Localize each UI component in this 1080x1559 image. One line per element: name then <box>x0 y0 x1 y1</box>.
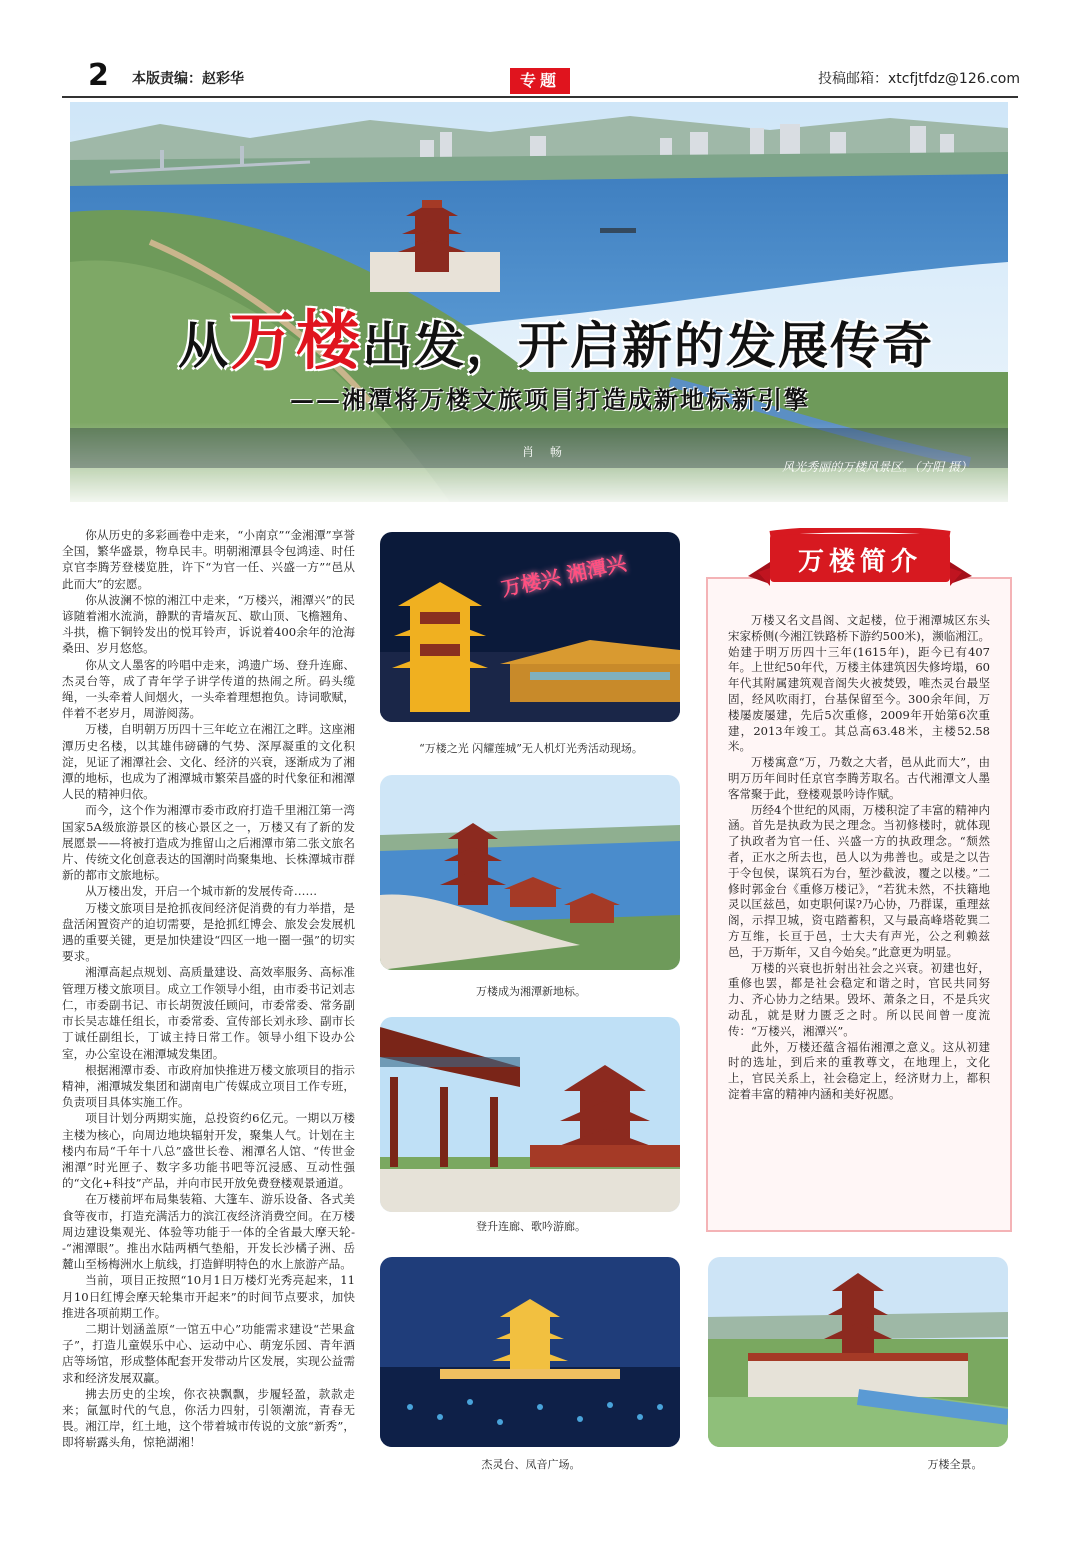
headline-accent: 万楼 <box>230 304 362 379</box>
sidebar-paragraph: 此外，万楼还蕴含福佑湘潭之意义。这从初建时的选址，到后来的重教尊文，在地理上，文化上，官民关系上，社会稳定上，经济财力上，都积淀着丰富的精神内涵和美好祝愿。 <box>728 1039 990 1101</box>
masthead <box>0 0 1080 100</box>
article-paragraph: 你从文人墨客的吟唱中走来，鸿遗广场、登升连廊、杰灵台等，成了青年学子讲学传道的热闹之所。码头缆绳，一头牵着人间烟火，一头牵着理想抱负。诗词歌赋，伴着不老岁月，周游阅荡。 <box>62 657 355 721</box>
sidebar-title: 万楼简介 <box>797 547 922 577</box>
photo-drone-show <box>380 532 680 722</box>
headline <box>178 290 934 382</box>
article-paragraph: 当前，项目正按照“10月1日万楼灯光秀亮起来，11月10日红博会摩天轮集市开起来”的时间节点要求，加快推进各项前期工作。 <box>62 1273 355 1320</box>
photo-landmark <box>380 775 680 970</box>
headline-prefix: 从 <box>178 316 230 375</box>
headline-suffix: 出发，开启新的发展传奇 <box>362 316 934 375</box>
photo-night-view <box>380 1257 680 1447</box>
drone-show-illustration <box>380 532 680 722</box>
photo-caption: 杰灵台、凤音广场。 <box>481 1458 581 1471</box>
photo-caption: 登升连廊、歌吟游廊。 <box>476 1220 586 1233</box>
night-view-illustration <box>380 1257 680 1447</box>
article-body <box>62 527 355 1451</box>
hero-caption: 风光秀丽的万楼风景区。（方阳 摄） <box>782 460 972 474</box>
panorama-illustration <box>708 1257 1008 1447</box>
drone-light-text: 万楼兴 湘潭兴 <box>499 551 629 601</box>
corridors-illustration <box>380 1017 680 1212</box>
article-paragraph: 湘潭高起点规划、高质量建设、高效率服务、高标准管理万楼文旅项目。成立工作领导小组，由市委书记刘志仁，市委副书记、市长胡贺波任顾问，市委常委、常务副市长吴志雄任组长，市委常委、宣传部长刘永珍、副市长丁诚任副组长，丁诚主持日常工作。领导小组下设办公室，办公室设在湘潭城发集团。 <box>62 965 355 1061</box>
sidebar-paragraph: 万楼的兴衰也折射出社会之兴衰。初建也好，重修也罢，都是社会稳定和谐之时，官民共同努力、齐心协力之结果。毁坏、萧条之日，不是兵灾动乱，就是财力匮乏之时。所以民间曾一度流传：“万楼兴，湘潭兴”。 <box>728 960 990 1038</box>
article-paragraph: 你从波澜不惊的湘江中走来，“万楼兴，湘潭兴”的民谚随着湘水流淌，静默的青墙灰瓦、歇山顶、飞檐翘角、斗拱，檐下铜铃发出的悦耳铃声，诉说着400余年的沧海桑田、岁月悠悠。 <box>62 592 355 656</box>
article-paragraph: 从万楼出发，开启一个城市新的发展传奇…… <box>85 884 318 899</box>
sidebar-paragraph: 万楼又名文昌阁、文起楼，位于湘潭城区东头宋家桥侧(今湘江铁路桥下游约500米)，濒临湘江。始建于明万历四十三年(1615年)，距今已有407年。上世纪50年代，万楼主体建筑因失修垮塌，60年代其附属建筑观音阁失火被焚毁，唯杰灵台最坚固，经风吹雨打，台基保留至今。300余年间，万楼屡废屡建，先后5次重修，2009年开始第6次重建，2013年竣工。其总高63.48米，主楼52.58米。 <box>728 613 990 754</box>
byline: 肖 畅 <box>522 445 568 459</box>
article-paragraph: 二期计划涵盖原“一馆五中心”功能需求建设“芒果盒子”，打造儿童娱乐中心、运动中心、萌宠乐园、青年酒店等场馆，形成整体配套开发带动片区发展，实现公益需求和经济发展双赢。 <box>62 1321 355 1385</box>
sidebar-paragraph: 历经4个世纪的风雨，万楼积淀了丰富的精神内涵。首先是执政为民之理念。当初修楼时，就体现了执政者为官一任、兴盛一方的执政理念。“颓然者，正水之所去也，邑人以为弗善也。或是之以告于令包侯，谋筑石为台，堑沙截波，覆之以楼。”二修时郭金台《重修万楼记》，“若犹未然，不扶籍地灵以匡兹邑，如吏职何谋?乃心协，乃群谋，重理兹阁，示捍卫城，资屯踏蓄积，又与最高峰塔乾巽二方互维，长亘于邑，士大夫有声光，公之利赖兹邑，于万斯年，又自今始矣。”此意更为明显。 <box>728 802 990 959</box>
page-editor: 本版责编：赵彩华 <box>132 71 244 87</box>
subheadline: ——湘潭将万楼文旅项目打造成新地标新引擎 <box>290 385 810 414</box>
submission-email: 投稿邮箱：xtcfjtfdz@126.com <box>817 71 1020 87</box>
page-number: 2 <box>88 58 109 93</box>
article-paragraph: 根据湘潭市委、市政府加快推进万楼文旅项目的指示精神，湘潭城发集团和湖南电广传媒成立项目工作专班，负责项目具体实施工作。 <box>62 1062 355 1110</box>
article-paragraph: 你从历史的多彩画卷中走来，“小南京”“金湘潭”享誉全国，繁华盛景，物阜民丰。明朝湘潭县令包鸿逵、时任京官李腾芳登楼览胜，许下“为官一任、兴盛一方”“邑从此而大”的宏愿。 <box>62 528 355 591</box>
article-paragraph: 万楼文旅项目是抢抓夜间经济促消费的有力举措，是盘活闲置资产的迫切需要，是抢抓红博会、旅发会发展机遇的重要关键，更是加快建设“四区一地一圈一强”的切实要求。 <box>62 900 355 964</box>
article-paragraph: 拂去历史的尘埃，你衣袂飘飘，步履轻盈，款款走来；氤氲时代的气息，你活力四射，引领潮流，青春无畏。湘江岸，红土地，这个带着城市传说的文旅“新秀”，即将崭露头角，惊艳湖湘！ <box>62 1386 355 1450</box>
sidebar-paragraph: 万楼寓意“万，乃数之大者，邑从此而大”，由明万历年间时任京官李腾芳取名。古代湘潭文人墨客常聚于此，登楼观景吟诗作赋。 <box>728 755 990 801</box>
hero-photo <box>70 102 1008 502</box>
sidebar-body <box>728 613 990 1103</box>
landmark-illustration <box>380 775 680 970</box>
photo-caption: “万楼之光 闪耀莲城”无人机灯光秀活动现场。 <box>419 742 643 755</box>
article-paragraph: 而今，这个作为湘潭市委市政府打造千里湘江第一湾国家5A级旅游景区的核心景区之一，万楼又有了新的发展愿景——将被打造成为推留山之后湘潭市第二张文旅名片、传统文化创意表达的国潮时尚聚集地、长株潭城市群新的都市文旅地标。 <box>62 803 355 883</box>
section-tag: 专题 <box>510 68 570 94</box>
photo-caption: 万楼全景。 <box>927 1458 983 1471</box>
header-rule <box>62 96 1018 98</box>
article-paragraph: 项目计划分两期实施，总投资约6亿元。一期以万楼主楼为核心，向周边地块辐射开发，聚集人气。计划在主楼内布局“千年十八总”盛世长卷、湘潭名人馆、“传世金湘潭”时光匣子、数字多功能书吧等沉浸感、互动性强的“文化+科技”产品，并向市民开放免费登楼观景通道。 <box>62 1111 355 1191</box>
photo-caption: 万楼成为湘潭新地标。 <box>476 985 586 998</box>
photo-panorama <box>708 1257 1008 1447</box>
photo-corridors <box>380 1017 680 1212</box>
article-paragraph: 万楼，自明朝万历四十三年屹立在湘江之畔。这座湘潭历史名楼，以其雄伟磅礴的气势、深厚凝重的文化积淀，见证了湘潭社会、文化、经济的兴衰，逐渐成为了湘潭的地标，也成为了湘潭城市繁荣昌盛的时代象征和湘潭人民的精神归依。 <box>62 722 355 802</box>
article-paragraph: 在万楼前坪布局集装箱、大篷车、游乐设备、各式美食等夜市，打造充满活力的滨江夜经济消费空间。在万楼周边建设集观光、体验等功能于一体的全省最大摩天轮--“湘潭眼”。推出水陆两栖气垫船，开发长沙橘子洲、岳麓山至杨梅洲水上航线，打造鲜明特色的水上旅游产品。 <box>62 1192 355 1272</box>
